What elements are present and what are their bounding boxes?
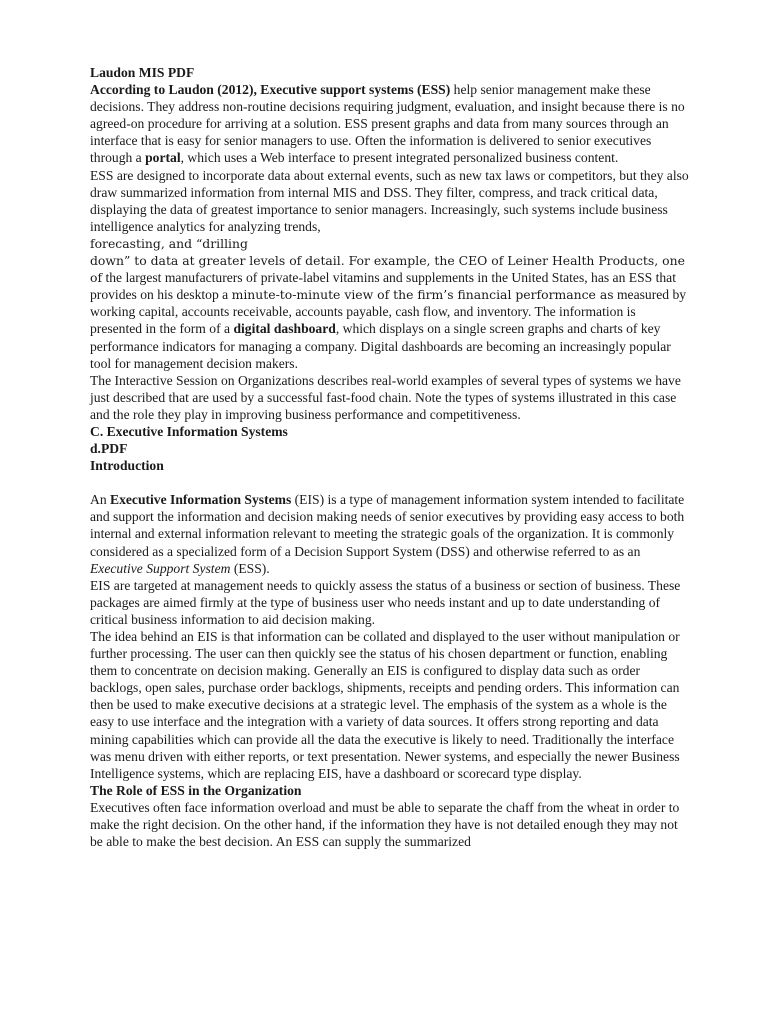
italic-ess: Executive Support System	[90, 560, 231, 576]
bold-lead: According to Laudon (2012), Executive support systems (ESS)	[90, 82, 451, 98]
bold-digital-dashboard: digital dashboard	[233, 321, 336, 337]
paragraph-eis-idea: The idea behind an EIS is that information can be collated and displayed to the user without manipulation or further processing. The user can then quickly see the status of his chosen department or function, enabling them to concentrate on decision making. Generally an EIS is configured to display data such as order backlogs, open sales, purchase order backlogs, shipments, receipts and pending orders. This information can then be used to make executive decisions at a strategic level. The emphasis of the system as a whole is the easy to use interface and the integration with a variety of data sources. It offers strong reporting and data mining capabilities which can provide all the data the executive is likely to need. Traditionally the interface was menu driven with either reports, or text presentation. Newer systems, and especially the newer Business Intelligence systems, which are replacing EIS, have a dashboard or scorecard type display.	[90, 629, 680, 781]
paragraph-eis-targets: EIS are targeted at management needs to quickly assess the status of a business or section of business. These packages are aimed firmly at the type of business user who needs instant and up to date understanding of critical business information to aid decision making.	[90, 577, 681, 627]
bold-portal: portal	[145, 150, 181, 166]
heading-role-of-ess: The Role of ESS in the Organization	[90, 782, 302, 798]
paragraph-ess-design: ESS are designed to incorporate data about external events, such as new tax laws or competitors, but they also draw summarized information from internal MIS and DSS. They filter, compress, and track critical data, displaying the data of greatest importance to senior managers. Increasingly, such systems include business intelligence analytics for analyzing trends, forecasting, and “drilling down” to data at greater levels of detail. For example, the CEO of Leiner Health Products, one of the largest manufacturers of private-label vitamins and supplements in the United States, has an ESS that provides on his desktop a minute-to-minute view of the firm’s financial performance as measured by working capital, accounts receivable, accounts payable, cash flow, and inventory. The information is presented in the form of a digital dashboard, which displays on a single screen graphs and charts of key performance indicators for managing a company. Digital dashboards are becoming an increasingly popular tool for management decision makers.	[90, 167, 689, 371]
heading-executive-information-systems: C. Executive Information Systems	[90, 423, 288, 439]
paragraph-laudon-ess: According to Laudon (2012), Executive support systems (ESS) help senior management make these decisions. They address non-routine decisions requiring judgment, evaluation, and insight because there is no agreed-on procedure for arriving at a solution. ESS present graphs and data from many sources through an interface that is easy for senior managers to use. Often the information is delivered to senior executives through a portal, which uses a Web interface to present integrated personalized business content.	[90, 82, 685, 166]
heading-d-pdf: d.PDF	[90, 441, 128, 457]
paragraph-information-overload: Executives often face information overload and must be able to separate the chaff from the wheat in order to make the right decision. On the other hand, if the information they have is not detailed enough they may not be able to make the best decision. An ESS can supply the summarized	[90, 799, 680, 850]
document-page	[90, 64, 690, 850]
blank-line	[90, 474, 690, 491]
paragraph-interactive-session: The Interactive Session on Organizations describes real-world examples of several types of systems we have just described that are used by a successful fast-food chain. Note the types of systems illustrated in this case and the role they play in improving business performance and competitiveness.	[90, 372, 681, 422]
heading-introduction: Introduction	[90, 458, 164, 474]
bold-eis: Executive Information Systems	[110, 492, 292, 508]
doc-title: Laudon MIS PDF	[90, 65, 195, 80]
paragraph-eis-definition: An Executive Information Systems (EIS) is a type of management information system intended to facilitate and support the information and decision making needs of senior executives by providing easy access to both internal and external information relevant to meeting the strategic goals of the organization. It is commonly considered as a specialized form of a Decision Support System (DSS) and otherwise referred to as an Executive Support System (ESS).	[90, 492, 685, 576]
